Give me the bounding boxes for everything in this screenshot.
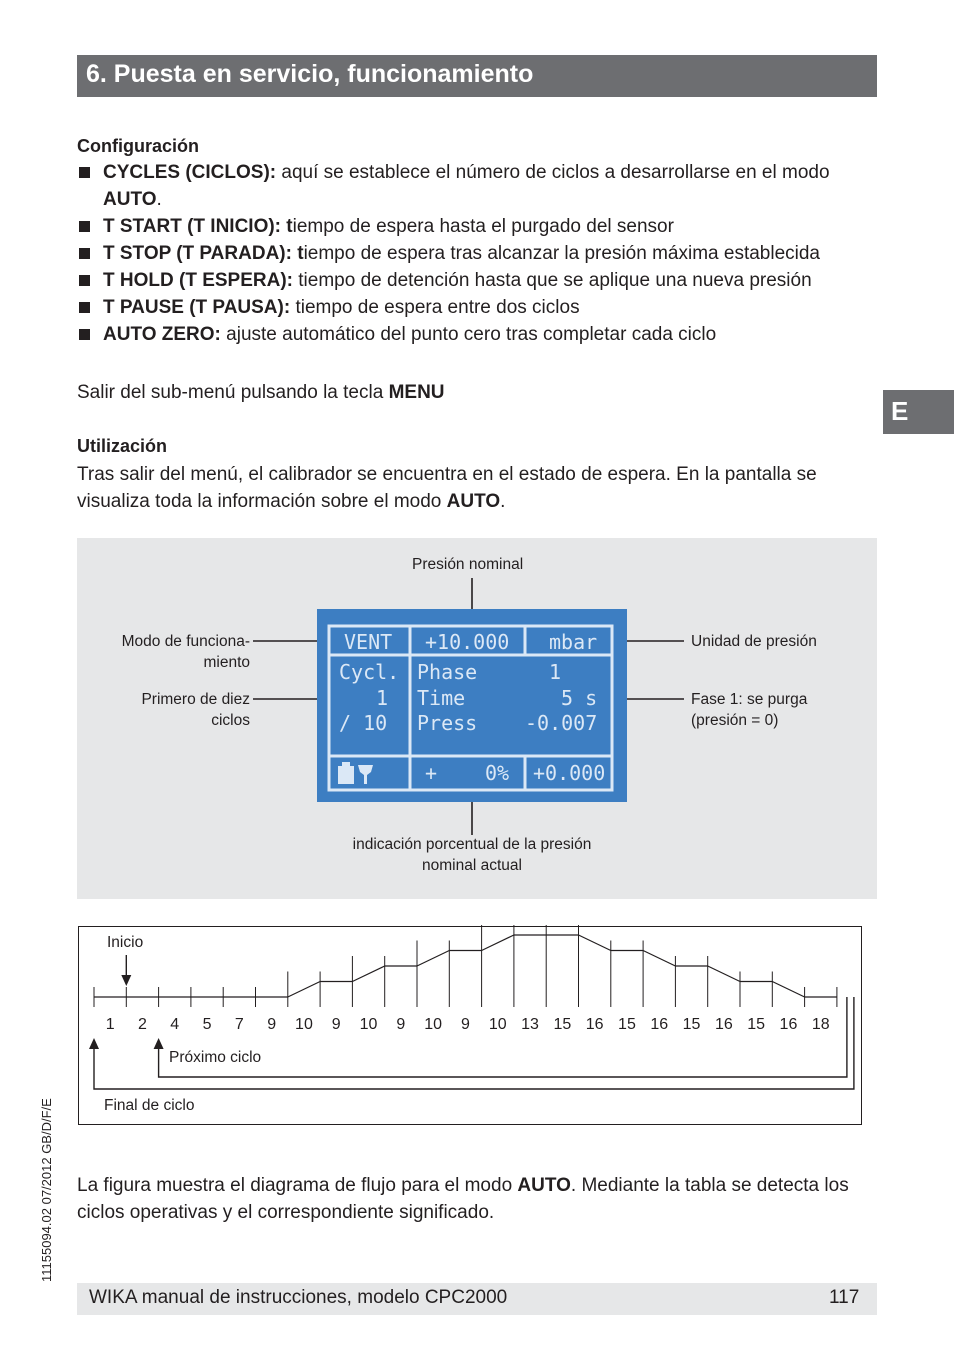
label-first-line1: Primero de diez — [141, 691, 250, 708]
flow-segment — [288, 982, 320, 998]
bullet-term: T START (T INICIO): t — [103, 216, 293, 237]
section-title: 6. Puesta en servicio, funcionamiento — [86, 60, 534, 88]
label-mode-line2: miento — [203, 654, 250, 671]
bullet-text: ajuste automático del punto cero tras completar cada ciclo — [220, 324, 717, 345]
flow-next-cycle-label: Próximo ciclo — [169, 1049, 262, 1066]
bullet-text: iempo de espera tras alcanzar la presión máxima establecida — [303, 243, 820, 264]
end-cycle-arrow-head — [89, 1038, 99, 1049]
caption-bold: AUTO — [517, 1175, 571, 1196]
utilizacion-heading: Utilización — [77, 436, 168, 456]
flow-step-label: 9 — [267, 1016, 277, 1033]
flow-step-label: 5 — [202, 1016, 212, 1033]
label-mode-line1: Modo de funciona- — [121, 633, 250, 650]
configuracion-heading: Configuración — [77, 136, 199, 156]
bullet-term: AUTO ZERO: — [103, 324, 221, 345]
flow-end-cycle-label: Final de ciclo — [104, 1097, 195, 1114]
lcd-actual-pressure: +0.000 — [533, 761, 606, 785]
lcd-value: +10.000 — [425, 630, 510, 654]
flow-step-label: 16 — [779, 1016, 798, 1033]
utilizacion-bold: AUTO — [446, 491, 501, 512]
label-phase-line2: (presión = 0) — [691, 712, 779, 729]
bullet-term: T STOP (T PARADA): t — [103, 243, 304, 264]
bullet-text: tiempo de detención hasta que se aplique una nueva presión — [293, 270, 812, 291]
page-number: 117 — [829, 1287, 860, 1308]
document-code: 11155094.02 07/2012 GB/D/F/E — [39, 1098, 54, 1282]
flow-segment — [579, 935, 611, 951]
label-first-line2: ciclos — [211, 712, 250, 729]
label-pressure-unit: Unidad de presión — [691, 633, 817, 650]
exit-text: Salir del sub-menú pulsando la tecla — [77, 382, 389, 403]
bullet-term: T HOLD (T ESPERA): — [103, 270, 293, 291]
bullet-text: . — [156, 189, 162, 210]
label-nominal-pressure: Presión nominal — [412, 556, 524, 573]
next-cycle-loop — [159, 997, 847, 1077]
flow-segment — [643, 951, 675, 967]
lcd-time-label: Time — [417, 686, 466, 710]
label-percent-line1: indicación porcentual de la presión — [352, 836, 592, 853]
lcd-press-label: Press — [417, 711, 478, 735]
utilizacion-end: . — [500, 491, 506, 512]
flow-step-label: 7 — [234, 1016, 244, 1033]
lcd-unit: mbar — [549, 630, 598, 654]
flow-step-label: 13 — [521, 1016, 539, 1033]
flow-step-label: 2 — [137, 1016, 147, 1033]
start-arrow-head — [121, 975, 131, 986]
flow-segment — [772, 982, 804, 998]
exit-key: MENU — [388, 382, 445, 403]
flow-segment — [352, 966, 384, 982]
flow-segment — [708, 966, 740, 982]
lcd-sign: + — [425, 761, 438, 785]
flow-step-label: 15 — [747, 1016, 766, 1033]
label-percent-line2: nominal actual — [422, 857, 522, 874]
bullet-text: tiempo de espera entre dos ciclos — [290, 297, 580, 318]
bullet-text: iempo de espera hasta el purgado del sensor — [292, 216, 674, 237]
flow-segment — [482, 935, 514, 951]
lcd-mode: VENT — [344, 630, 393, 654]
flow-step-label: 9 — [460, 1016, 470, 1033]
lcd-phase-value: 1 — [549, 660, 562, 684]
footer-title: WIKA manual de instrucciones, modelo CPC2000 — [89, 1287, 508, 1308]
end-cycle-loop — [94, 997, 854, 1089]
figure-caption — [77, 1172, 877, 1226]
flow-step-label: 9 — [396, 1016, 406, 1033]
flow-step-label: 15 — [618, 1016, 636, 1033]
flow-step-label: 16 — [650, 1016, 669, 1033]
flow-step-label: 16 — [585, 1016, 604, 1033]
flow-step-label: 16 — [714, 1016, 733, 1033]
bullet-term: AUTO — [103, 189, 157, 210]
lcd-press-value: -0.007 — [525, 711, 598, 735]
flow-start-label: Inicio — [107, 934, 144, 951]
utilizacion-text: Tras salir del menú, el calibrador se encuentra en el estado de espera. En la pantalla se visualiza toda la información sobre el modo — [77, 464, 817, 512]
caption-text: La figura muestra el diagrama de flujo para el modo — [77, 1175, 518, 1196]
lcd-time-value: 5 s — [561, 686, 598, 710]
next-cycle-arrow-head — [154, 1038, 164, 1049]
lcd-cycl-total: / 10 — [339, 711, 388, 735]
flow-step-label: 1 — [105, 1016, 115, 1033]
label-phase-line1: Fase 1: se purga — [691, 691, 808, 708]
flow-step-label: 15 — [682, 1016, 701, 1033]
bullet-text: aquí se establece el número de ciclos a desarrollarse en el modo — [276, 162, 830, 183]
flow-step-label: 10 — [424, 1016, 443, 1033]
flow-step-label: 10 — [488, 1016, 507, 1033]
language-tab-label: E — [891, 396, 909, 426]
bullet-term: T PAUSE (T PAUSA): — [103, 297, 291, 318]
lcd-cycl-number: 1 — [376, 686, 389, 710]
flow-segment — [417, 951, 449, 967]
flow-step-label: 18 — [811, 1016, 830, 1033]
lcd-cycl-label: Cycl. — [339, 660, 400, 684]
flow-step-label: 10 — [359, 1016, 378, 1033]
bullet-term: CYCLES (CICLOS): — [103, 162, 277, 183]
flow-step-label: 10 — [295, 1016, 313, 1033]
flow-step-label: 9 — [331, 1016, 341, 1033]
flow-step-label: 4 — [170, 1016, 180, 1033]
caption-text-end: . Mediante la tabla se detecta los ciclos operativas y el correspondiente significado. — [77, 1175, 849, 1223]
lcd-percent: 0% — [485, 761, 510, 785]
lcd-phase-label: Phase — [417, 660, 478, 684]
flow-step-label: 15 — [553, 1016, 572, 1033]
